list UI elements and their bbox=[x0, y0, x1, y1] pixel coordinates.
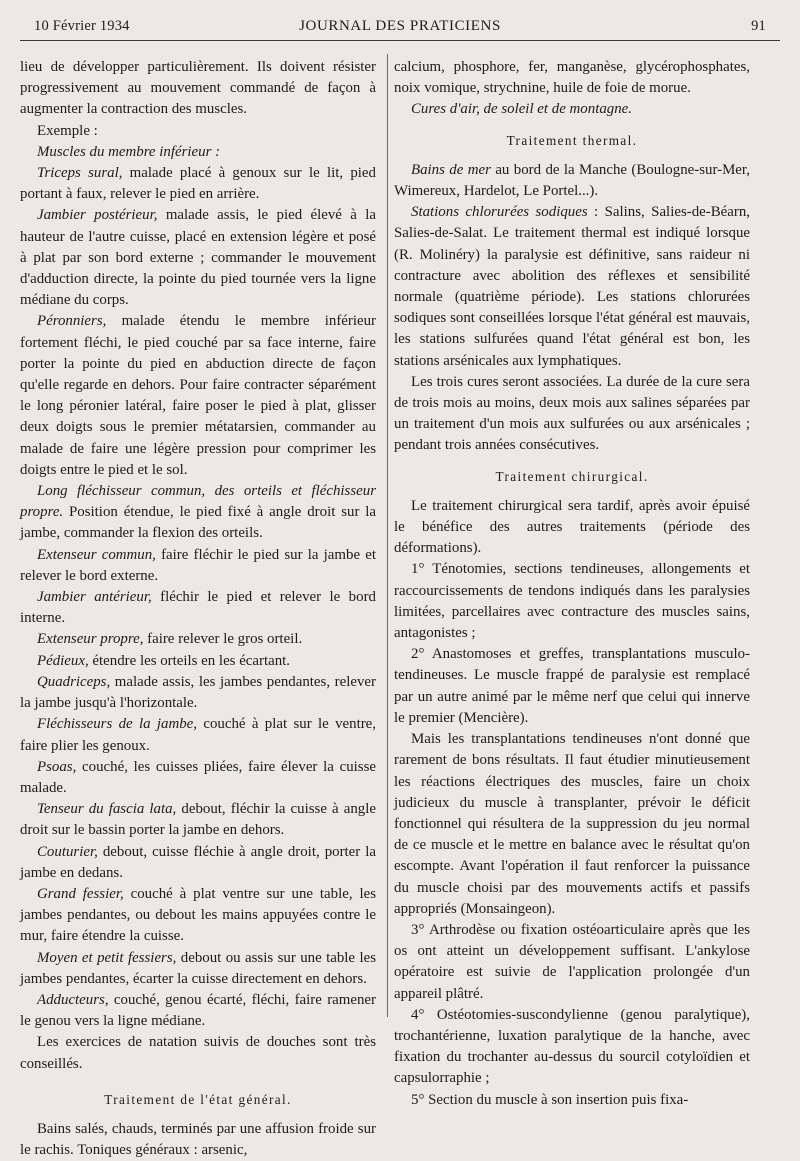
italic-lead: Bains de mer bbox=[411, 161, 491, 178]
left-column bbox=[20, 57, 376, 1161]
paragraph bbox=[20, 311, 376, 481]
paragraph bbox=[20, 205, 376, 311]
paragraph-text: 5° Section du muscle à son insertion puis fixa- bbox=[411, 1091, 689, 1108]
italic-lead: Grand fessier, bbox=[37, 885, 124, 902]
italic-lead: Péronniers, bbox=[37, 313, 107, 330]
paragraph-text: lieu de développer particulièrement. Ils doivent résister progressivement au mouvement commandé de façon à augmenter la contraction des muscles. bbox=[20, 59, 376, 118]
italic-lead: Jambier antérieur, bbox=[37, 589, 152, 606]
paragraph bbox=[394, 57, 750, 99]
paragraph-text: debout ou assis sur une table les jambes pendantes, écarter la cuisse directement en dehors. bbox=[20, 949, 376, 987]
paragraph bbox=[394, 1005, 750, 1090]
paragraph bbox=[394, 372, 750, 457]
paragraph bbox=[394, 160, 750, 202]
paragraph-text: fléchir le pied et relever le bord interne. bbox=[20, 589, 376, 627]
column-divider bbox=[387, 54, 388, 1017]
paragraph bbox=[20, 842, 376, 884]
paragraph bbox=[394, 644, 750, 729]
paragraph bbox=[394, 496, 750, 560]
paragraph-text: couché, genou écarté, fléchi, faire ramener le genou vers la ligne médiane. bbox=[20, 991, 376, 1030]
paragraph bbox=[20, 884, 376, 948]
section-heading: Traitement de l'état général. bbox=[104, 1091, 292, 1107]
paragraph bbox=[394, 1090, 750, 1111]
issue-date: 10 Février 1934 bbox=[34, 18, 130, 34]
paragraph-text: calcium, phosphore, fer, manganèse, glycérophosphates, noix vomique, strychnine, huile de foie de morue. bbox=[394, 59, 750, 97]
paragraph-text: Les exercices de natation suivis de douches sont très conseillés. bbox=[20, 1034, 376, 1072]
italic-lead: Triceps sural, bbox=[37, 165, 123, 182]
paragraph-text: malade assis, les jambes pendantes, relever la jambe jusqu'à l'horizontale. bbox=[20, 673, 376, 712]
paragraph bbox=[20, 1032, 376, 1074]
italic-lead: Extenseur commun, bbox=[37, 546, 156, 563]
paragraph bbox=[20, 948, 376, 990]
paragraph bbox=[20, 142, 376, 163]
journal-title: JOURNAL DES PRATICIENS bbox=[299, 18, 501, 34]
paragraph-text: étendre les orteils en les écartant. bbox=[88, 652, 291, 669]
italic-lead: Tenseur du fascia lata, bbox=[37, 801, 177, 818]
paragraph bbox=[20, 1119, 376, 1161]
paragraph-text: malade étendu le membre inférieur fortement fléchi, le pied couché par sa face interne, faire porter la pointe du pied en abduction directe de façon qu'elle regarde en dehors. Pour faire contracter séparément le long péronier latéral, faire poser le pied à plat, glisser deux doigts sous le premier métatarsien, commander au malade de faire une légère pression pour comprimer les doigts entre le pied et le sol. bbox=[20, 313, 376, 478]
italic-lead: Psoas, bbox=[37, 758, 77, 775]
paragraph bbox=[20, 990, 376, 1032]
paragraph-text: 4° Ostéotomies-suscondylienne (genou paralytique), trochantérienne, luxation paralytique de la hanche, avec fixation du trochanter au-dessus du sourcil cotyloïdien et capsulorraphie ; bbox=[394, 1006, 750, 1087]
paragraph-text: debout, fléchir la cuisse à angle droit sur le bassin porter la jambe en dehors. bbox=[20, 801, 376, 839]
paragraph bbox=[20, 121, 376, 142]
paragraph-text: Le traitement chirurgical sera tardif, après avoir épuisé le bénéfice des autres traitements (période des déformations). bbox=[394, 497, 750, 557]
italic-lead: Cures d'air, de soleil et de montagne. bbox=[411, 101, 633, 118]
paragraph bbox=[20, 587, 376, 629]
paragraph-text: Exemple : bbox=[37, 122, 98, 139]
paragraph bbox=[394, 729, 750, 920]
header-rule bbox=[20, 40, 780, 41]
section-heading: Traitement chirurgical. bbox=[495, 468, 649, 484]
paragraph bbox=[20, 481, 376, 545]
paragraph bbox=[20, 714, 376, 756]
italic-lead: Muscles du membre inférieur : bbox=[37, 143, 221, 160]
paragraph-text: Les trois cures seront associées. La durée de la cure sera de trois mois au moins, deux mois aux salines séparées par un traitement d'un mois aux sulfurées ou aux arsénicales ; pendant trois années consécutives. bbox=[394, 373, 750, 454]
paragraph-text: faire fléchir le pied sur la jambe et relever le bord externe. bbox=[20, 546, 376, 584]
running-head bbox=[34, 14, 766, 36]
italic-lead: Quadriceps, bbox=[37, 673, 111, 690]
paragraph bbox=[20, 757, 376, 799]
paragraph-text: Mais les transplantations tendineuses n'ont donné que rarement de bons résultats. Il faut étudier minutieusement les réactions électriques des muscles, faire un choix judicieux du muscle à transplanter, prévoir le déficit fonctionnel qui résultera de la suppression du jeu normal de ce muscle et le mettre en balance avec le résultat qu'on escompte. Avant l'opération il faut renforcer la puissance du muscle choisi par des mouvements actifs et passifs appropriés (Monsaingeon). bbox=[394, 731, 750, 917]
italic-lead: Couturier, bbox=[37, 843, 98, 860]
page-number: 91 bbox=[751, 18, 766, 34]
paragraph-text: debout, cuisse fléchie à angle droit, porter la jambe en dedans. bbox=[20, 843, 376, 881]
paragraph-text: couché, les cuisses pliées, faire élever la cuisse malade. bbox=[20, 758, 376, 796]
paragraph-text: 1° Ténotomies, sections tendineuses, allongements et raccourcissements de tendons indiqués dans les paralysies limitées, parcellaires avec contracture des muscles sains, antagonistes ; bbox=[394, 561, 750, 642]
paragraph-text: malade assis, le pied élevé à la hauteur de l'autre cuisse, placé en extension légère et posé à plat par son bord externe ; commander le mouvement d'adduction directe, la pointe du pied tournée vers la ligne médiane du corps. bbox=[20, 207, 376, 309]
italic-lead: Moyen et petit fessiers, bbox=[37, 949, 177, 966]
italic-lead: Pédieux, bbox=[37, 652, 89, 669]
paragraph bbox=[394, 99, 750, 120]
italic-lead: Extenseur propre, bbox=[37, 631, 144, 648]
paragraph-text: 2° Anastomoses et greffes, transplantations musculo-tendineuses. Le muscle frappé de paralysie est remplacé par un autre animé par le même nerf que celui qui innerve le premier (Mencière). bbox=[394, 646, 750, 726]
paragraph-text: : Salins, Salies-de-Béarn, Salies-de-Salat. Le traitement thermal est indiqué lorsque (R. Molinéry) la paralysie est définitive, sans raideur ni contracture avec abolition des réflexes et sensibilité normale (quatrième période). Les stations chlorurées sodiques sont conseillées lorsque l'état général est mauvais, les stations sulfurées quand l'état général est bon, les stations arsénicales aux lymphatiques. bbox=[394, 204, 750, 369]
italic-lead: Adducteurs, bbox=[37, 991, 109, 1008]
paragraph bbox=[20, 629, 376, 650]
paragraph-text: malade placé à genoux sur le lit, pied portant à faux, relever le pied en arrière. bbox=[20, 165, 376, 203]
paragraph-text: faire relever le gros orteil. bbox=[143, 631, 303, 648]
paragraph-text: Position étendue, le pied fixé à angle droit sur la jambe, commander la flexion des orteils. bbox=[20, 504, 376, 542]
section-heading: Traitement thermal. bbox=[506, 132, 638, 148]
right-column bbox=[394, 57, 750, 1111]
paragraph bbox=[20, 57, 376, 121]
italic-lead: Fléchisseurs de la jambe, bbox=[37, 716, 198, 733]
paragraph-text: couché à plat sur le ventre, faire plier les genoux. bbox=[20, 716, 377, 754]
paragraph bbox=[20, 651, 376, 672]
paragraph-text: 3° Arthrodèse ou fixation ostéoarticulaire après que les os ont atteint un développement suffisant. L'ankylose opératoire est suivie de l'application prolongée d'un appareil plâtré. bbox=[394, 921, 750, 1002]
paragraph-text: au bord de la Manche (Boulogne-sur-Mer, Wimereux, Hardelot, Le Portel...). bbox=[394, 161, 751, 200]
paragraph bbox=[394, 202, 750, 372]
italic-lead: Long fléchisseur commun, des orteils et fléchisseur propre. bbox=[20, 483, 376, 521]
paragraph bbox=[20, 799, 376, 841]
paragraph bbox=[20, 545, 376, 587]
italic-lead: Jambier postérieur, bbox=[37, 207, 158, 224]
paragraph-text: Bains salés, chauds, terminés par une affusion froide sur le rachis. Toniques généraux : arsenic, bbox=[20, 1120, 376, 1159]
italic-lead: Stations chlorurées sodiques bbox=[411, 204, 588, 221]
paragraph bbox=[20, 672, 376, 714]
paragraph bbox=[20, 163, 376, 205]
paragraph bbox=[394, 559, 750, 644]
paragraph bbox=[394, 920, 750, 1005]
paragraph-text: couché à plat ventre sur une table, les jambes pendantes, ou debout les mains appuyées contre le mur, faire étendre la cuisse. bbox=[20, 885, 376, 945]
